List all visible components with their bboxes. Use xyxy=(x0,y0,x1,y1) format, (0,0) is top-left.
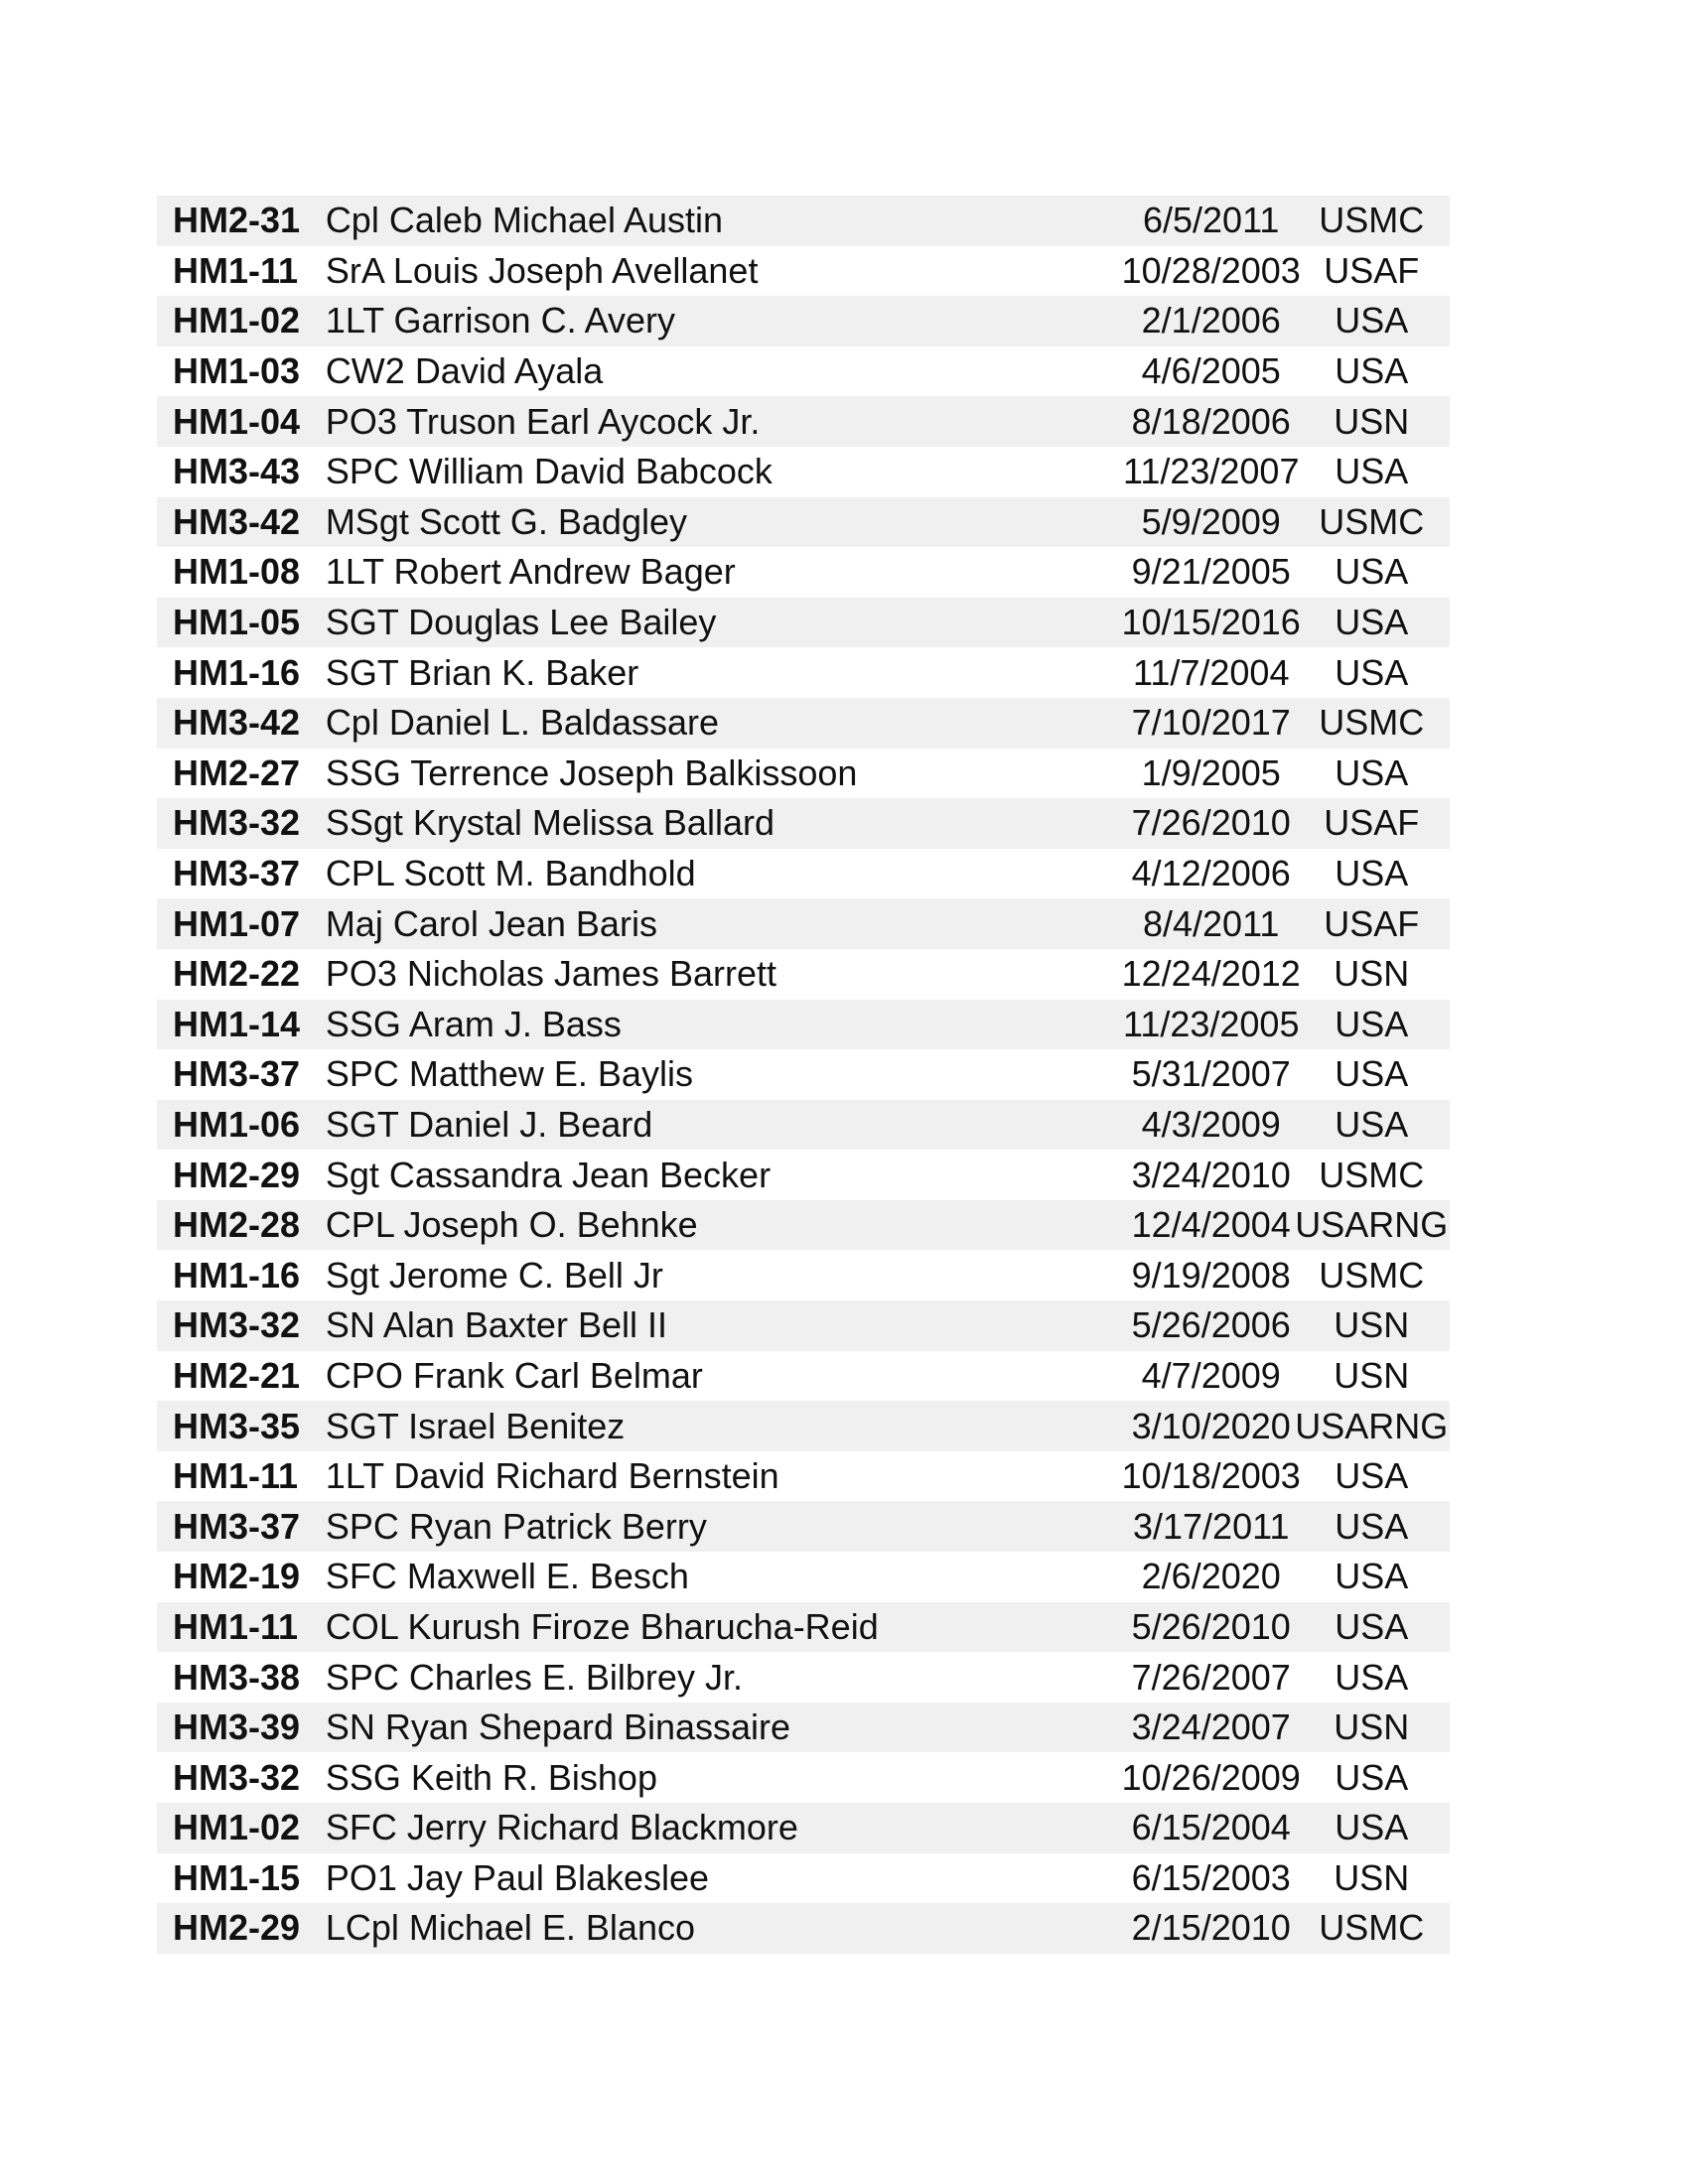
honoree-name: CPL Scott M. Bandhold xyxy=(325,853,696,894)
honoree-name: COL Kurush Firoze Bharucha-Reid xyxy=(325,1605,879,1647)
table-row xyxy=(157,598,1450,648)
table-row xyxy=(157,698,1450,749)
section-code: HM1-02 xyxy=(173,300,301,341)
date-of-death: 1/9/2005 xyxy=(1141,751,1281,793)
section-code: HM1-02 xyxy=(173,1807,301,1848)
date-of-death: 11/7/2004 xyxy=(1132,651,1290,693)
service-branch: USA xyxy=(1335,1656,1409,1698)
table-row xyxy=(157,447,1450,497)
date-of-death: 6/15/2003 xyxy=(1131,1856,1291,1898)
table-row xyxy=(157,898,1450,949)
honoree-name: PO3 Nicholas James Barrett xyxy=(325,953,776,995)
table-row xyxy=(157,647,1450,698)
table-row xyxy=(157,849,1450,899)
date-of-death: 2/6/2020 xyxy=(1141,1556,1281,1597)
table-row xyxy=(157,1903,1450,1954)
service-branch: USMC xyxy=(1319,1154,1425,1195)
section-code: HM3-43 xyxy=(173,451,301,492)
date-of-death: 3/24/2010 xyxy=(1131,1154,1291,1195)
table-row xyxy=(157,1703,1450,1753)
service-branch: USA xyxy=(1335,1556,1409,1597)
service-branch: USA xyxy=(1335,751,1409,793)
service-branch: USAF xyxy=(1324,802,1420,844)
date-of-death: 12/24/2012 xyxy=(1121,953,1301,995)
table-row xyxy=(157,1150,1450,1200)
honoree-name: CW2 David Ayala xyxy=(325,350,604,392)
honoree-name: SPC William David Babcock xyxy=(325,451,773,492)
section-code: HM3-39 xyxy=(173,1706,301,1748)
honoree-name: CPL Joseph O. Behnke xyxy=(325,1204,698,1246)
honoree-name: SFC Jerry Richard Blackmore xyxy=(325,1807,798,1848)
service-branch: USA xyxy=(1335,1756,1409,1798)
section-code: HM1-06 xyxy=(173,1103,301,1145)
section-code: HM1-05 xyxy=(173,602,301,643)
service-branch: USA xyxy=(1335,602,1409,643)
service-branch: USA xyxy=(1335,451,1409,492)
date-of-death: 10/18/2003 xyxy=(1121,1455,1301,1497)
honoree-name: SFC Maxwell E. Besch xyxy=(325,1556,689,1597)
section-code: HM1-03 xyxy=(173,350,301,392)
honoree-name: 1LT Robert Andrew Bager xyxy=(325,551,736,593)
section-code: HM3-37 xyxy=(173,853,301,894)
service-branch: USMC xyxy=(1319,1254,1425,1296)
section-code: HM3-32 xyxy=(173,1304,301,1346)
honoree-name: 1LT Garrison C. Avery xyxy=(325,300,675,341)
section-code: HM3-32 xyxy=(173,802,301,844)
honoree-name: SGT Brian K. Baker xyxy=(325,651,639,693)
date-of-death: 4/6/2005 xyxy=(1141,350,1281,392)
service-branch: USA xyxy=(1335,1103,1409,1145)
honoree-name: SGT Israel Benitez xyxy=(325,1405,626,1446)
honoree-name: Maj Carol Jean Baris xyxy=(325,902,657,944)
table-row xyxy=(157,1200,1450,1251)
honoree-name: PO3 Truson Earl Aycock Jr. xyxy=(325,400,761,442)
table-row xyxy=(157,1803,1450,1853)
table-row xyxy=(157,547,1450,598)
service-branch: USA xyxy=(1335,1807,1409,1848)
table-row xyxy=(157,196,1450,246)
honoree-name: PO1 Jay Paul Blakeslee xyxy=(325,1856,710,1898)
section-code: HM3-42 xyxy=(173,702,301,744)
honoree-name: Sgt Cassandra Jean Becker xyxy=(325,1154,772,1195)
service-branch: USA xyxy=(1335,1605,1409,1647)
section-code: HM1-14 xyxy=(173,1003,301,1044)
service-branch: USA xyxy=(1335,1505,1409,1547)
table-row xyxy=(157,1250,1450,1300)
table-row xyxy=(157,1652,1450,1703)
table-row xyxy=(157,749,1450,799)
date-of-death: 6/5/2011 xyxy=(1142,200,1280,241)
table-row xyxy=(157,1049,1450,1100)
table-row xyxy=(157,346,1450,397)
date-of-death: 4/7/2009 xyxy=(1141,1354,1281,1396)
date-of-death: 4/12/2006 xyxy=(1131,853,1291,894)
date-of-death: 9/21/2005 xyxy=(1131,551,1291,593)
service-branch: USARNG xyxy=(1295,1204,1449,1246)
date-of-death: 10/26/2009 xyxy=(1121,1756,1301,1798)
table-row xyxy=(157,1752,1450,1803)
table-row xyxy=(157,1853,1450,1904)
service-branch: USMC xyxy=(1319,500,1425,542)
date-of-death: 5/26/2010 xyxy=(1131,1605,1291,1647)
date-of-death: 12/4/2004 xyxy=(1131,1204,1291,1246)
section-code: HM3-42 xyxy=(173,500,301,542)
service-branch: USA xyxy=(1335,1053,1409,1095)
honoree-name: SrA Louis Joseph Avellanet xyxy=(325,249,759,291)
service-branch: USA xyxy=(1335,1455,1409,1497)
table-row xyxy=(157,1000,1450,1050)
section-code: HM1-07 xyxy=(173,902,301,944)
table-row xyxy=(157,1501,1450,1552)
honoree-name: SPC Charles E. Bilbrey Jr. xyxy=(325,1656,743,1698)
date-of-death: 2/15/2010 xyxy=(1131,1907,1291,1949)
honoree-name: SPC Ryan Patrick Berry xyxy=(325,1505,707,1547)
date-of-death: 7/26/2010 xyxy=(1131,802,1291,844)
date-of-death: 8/4/2011 xyxy=(1142,902,1280,944)
table-row xyxy=(157,1100,1450,1151)
section-code: HM1-11 xyxy=(173,249,299,291)
honoree-name: Sgt Jerome C. Bell Jr xyxy=(325,1254,663,1296)
table-row xyxy=(157,246,1450,297)
honoree-name: 1LT David Richard Bernstein xyxy=(325,1455,779,1497)
honoree-name: MSgt Scott G. Badgley xyxy=(325,500,687,542)
table-row xyxy=(157,497,1450,548)
honoree-name: SPC Matthew E. Baylis xyxy=(325,1053,693,1095)
honoree-name: SGT Daniel J. Beard xyxy=(325,1103,653,1145)
date-of-death: 5/31/2007 xyxy=(1131,1053,1291,1095)
table-row xyxy=(157,1552,1450,1602)
service-branch: USAF xyxy=(1324,249,1420,291)
service-branch: USMC xyxy=(1319,200,1425,241)
table-row xyxy=(157,1351,1450,1402)
date-of-death: 10/28/2003 xyxy=(1121,249,1301,291)
table-row xyxy=(157,1300,1450,1351)
honoree-name: SN Alan Baxter Bell II xyxy=(325,1304,667,1346)
date-of-death: 5/26/2006 xyxy=(1131,1304,1291,1346)
honoree-name: SSgt Krystal Melissa Ballard xyxy=(325,802,774,844)
service-branch: USARNG xyxy=(1295,1405,1449,1446)
service-branch: USMC xyxy=(1319,702,1425,744)
date-of-death: 3/24/2007 xyxy=(1131,1706,1291,1748)
section-code: HM1-15 xyxy=(173,1856,301,1898)
section-code: HM2-19 xyxy=(173,1556,301,1597)
date-of-death: 10/15/2016 xyxy=(1121,602,1301,643)
service-branch: USN xyxy=(1334,1354,1410,1396)
section-code: HM1-16 xyxy=(173,651,301,693)
section-code: HM3-38 xyxy=(173,1656,301,1698)
table-row xyxy=(157,396,1450,447)
table-row xyxy=(157,1451,1450,1502)
service-branch: USA xyxy=(1335,300,1409,341)
section-code: HM2-31 xyxy=(173,200,301,241)
table-row xyxy=(157,798,1450,849)
service-branch: USN xyxy=(1334,400,1410,442)
date-of-death: 9/19/2008 xyxy=(1131,1254,1291,1296)
date-of-death: 5/9/2009 xyxy=(1141,500,1281,542)
section-code: HM2-22 xyxy=(173,953,301,995)
honoree-name: Cpl Caleb Michael Austin xyxy=(325,200,724,241)
honoree-name: SSG Terrence Joseph Balkissoon xyxy=(325,751,858,793)
service-branch: USAF xyxy=(1324,902,1420,944)
section-code: HM1-11 xyxy=(173,1455,299,1497)
honoree-name: SSG Keith R. Bishop xyxy=(325,1756,657,1798)
date-of-death: 7/26/2007 xyxy=(1131,1656,1291,1698)
service-branch: USA xyxy=(1335,853,1409,894)
date-of-death: 6/15/2004 xyxy=(1131,1807,1291,1848)
date-of-death: 11/23/2005 xyxy=(1122,1003,1300,1044)
service-branch: USA xyxy=(1335,551,1409,593)
section-code: HM1-11 xyxy=(173,1605,299,1647)
date-of-death: 8/18/2006 xyxy=(1131,400,1291,442)
table-row xyxy=(157,296,1450,346)
service-branch: USN xyxy=(1334,1706,1410,1748)
honoree-name: SSG Aram J. Bass xyxy=(325,1003,622,1044)
table-row xyxy=(157,949,1450,1000)
date-of-death: 3/17/2011 xyxy=(1132,1505,1290,1547)
service-branch: USN xyxy=(1334,1304,1410,1346)
section-code: HM2-28 xyxy=(173,1204,301,1246)
section-code: HM3-37 xyxy=(173,1505,301,1547)
table-row xyxy=(157,1401,1450,1451)
date-of-death: 2/1/2006 xyxy=(1141,300,1281,341)
honoree-name: SGT Douglas Lee Bailey xyxy=(325,602,717,643)
honoree-name: CPO Frank Carl Belmar xyxy=(325,1354,703,1396)
date-of-death: 3/10/2020 xyxy=(1131,1405,1291,1446)
service-branch: USA xyxy=(1335,651,1409,693)
section-code: HM2-27 xyxy=(173,751,301,793)
honoree-name: Cpl Daniel L. Baldassare xyxy=(325,702,720,744)
date-of-death: 4/3/2009 xyxy=(1141,1103,1281,1145)
service-branch: USN xyxy=(1334,953,1410,995)
table-row xyxy=(157,1602,1450,1653)
section-code: HM2-29 xyxy=(173,1154,301,1195)
section-code: HM1-08 xyxy=(173,551,301,593)
section-code: HM1-04 xyxy=(173,400,301,442)
service-branch: USA xyxy=(1335,1003,1409,1044)
section-code: HM1-16 xyxy=(173,1254,301,1296)
honoree-name: LCpl Michael E. Blanco xyxy=(325,1907,695,1949)
honoree-name: SN Ryan Shepard Binassaire xyxy=(325,1706,791,1748)
section-code: HM3-32 xyxy=(173,1756,301,1798)
section-code: HM3-35 xyxy=(173,1405,301,1446)
date-of-death: 7/10/2017 xyxy=(1131,702,1291,744)
section-code: HM3-37 xyxy=(173,1053,301,1095)
section-code: HM2-21 xyxy=(173,1354,301,1396)
section-code: HM2-29 xyxy=(173,1907,301,1949)
service-branch: USN xyxy=(1334,1856,1410,1898)
service-branch: USA xyxy=(1335,350,1409,392)
date-of-death: 11/23/2007 xyxy=(1122,451,1300,492)
roster-table xyxy=(157,196,1450,1954)
service-branch: USMC xyxy=(1319,1907,1425,1949)
